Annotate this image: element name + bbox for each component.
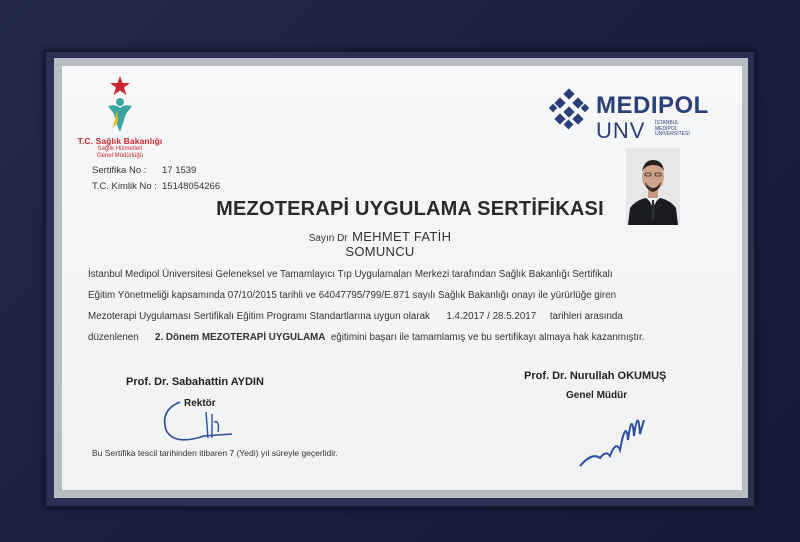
validity-note: Bu Sertifika tescil tarihinden itibaren 7 (Yedi) yıl süreyle geçerlidir. xyxy=(92,448,338,458)
national-id-value: 15148054266 xyxy=(162,181,221,192)
director-name: Prof. Dr. Nurullah OKUMUŞ xyxy=(524,370,667,382)
recipient-surname: SOMUNCU xyxy=(345,244,415,259)
body-line-1: İstanbul Medipol Üniversitesi Geleneksel ve Tamamlayıcı Tıp Uygulamaları Merkezi tarafından Sağlık Bakanlığı Sertifikalı xyxy=(88,269,613,280)
university-sub-2: MEDİPOL xyxy=(655,125,678,132)
recipient-prefix: Sayın Dr xyxy=(308,233,348,244)
national-id-label: T.C. Kimlik No : xyxy=(92,181,157,192)
rector-signature-icon xyxy=(156,392,246,450)
body-line-3-end: tarihleri arasında xyxy=(549,311,623,322)
medipol-logo-icon xyxy=(548,88,590,130)
body-line-4 xyxy=(88,332,644,343)
body-line-4-end: eğitimini başarı ile tamamlamış ve bu sertifikayı almaya hak kazanmıştır. xyxy=(330,332,645,343)
training-dates: 1.4.2017 / 28.5.2017 xyxy=(446,311,537,322)
program-name: 2. Dönem MEZOTERAPİ UYGULAMA xyxy=(155,332,326,343)
university-name: MEDIPOL xyxy=(596,92,709,119)
university-subtitle xyxy=(655,121,690,138)
ministry-name: T.C. Sağlık Bakanlığı xyxy=(77,136,163,146)
university-sub-3: ÜNİVERSİTESİ xyxy=(655,131,690,137)
rector-title: Rektör xyxy=(184,398,216,409)
university-sub-1: İSTANBUL xyxy=(655,120,680,126)
body-line-2: Eğitim Yönetmeliği kapsamında 07/10/2015 tarihli ve 64047795/799/E.871 sayılı Sağlık Bakanlığı onayı ile yürürlüğe giren xyxy=(88,290,617,301)
body-line-4-start: düzenlenen xyxy=(88,332,139,343)
recipient-name: MEHMET FATİH xyxy=(352,229,452,244)
ministry-sub-line-2: Genel Müdürlüğü xyxy=(96,153,144,159)
ministry-subtitle xyxy=(70,146,170,160)
certificate-number-label: Sertifika No : xyxy=(92,165,147,176)
university-abbr: UNV xyxy=(596,118,646,143)
certificate-number-value: 17 1539 xyxy=(162,165,197,176)
national-id-row xyxy=(92,181,220,192)
director-signature-icon xyxy=(578,400,658,470)
certificate-number-row xyxy=(92,165,196,176)
body-line-3 xyxy=(88,311,623,322)
rector-name: Prof. Dr. Sabahattin AYDIN xyxy=(126,376,264,388)
ministry-sub-line-1: Sağlık Hizmetleri xyxy=(97,146,143,152)
certificate-title: MEZOTERAPİ UYGULAMA SERTİFİKASI xyxy=(216,198,604,220)
director-title: Genel Müdür xyxy=(566,390,628,401)
body-line-3-start: Mezoterapi Uygulaması Sertifikalı Eğitim Programı Standartlarına uygun olarak xyxy=(88,311,430,322)
